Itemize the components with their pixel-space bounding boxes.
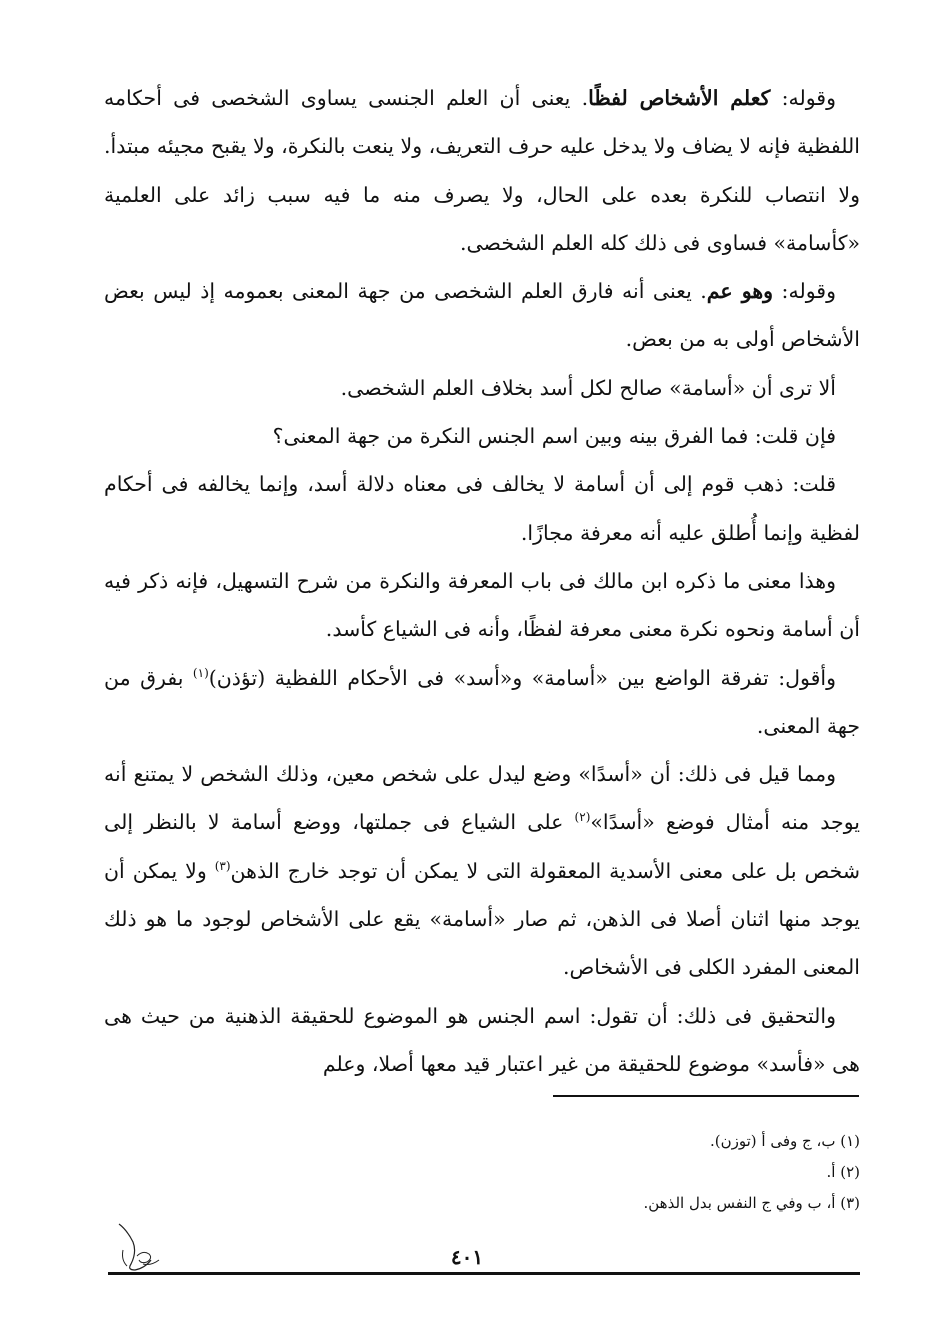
paragraph-8 [104, 750, 860, 991]
paragraph-text: ولا يمكن أن يوجد منها اثنان أصلا فى الذهن، ثم صار «أسامة» يقع على الأشخاص لوجود ما هو ذلك المعنى المفرد الكلى فى الأشخاص. [104, 858, 860, 980]
footnotes [300, 1126, 860, 1219]
paragraph-lead: وقوله: [770, 86, 837, 110]
paragraph-6: وهذا معنى ما ذكره ابن مالك فى باب المعرفة والنكرة من شرح التسهيل، فإنه ذكر فيه أن أسامة ونحوه نكرة معنى معرفة لفظًا، وأنه فى الشياع كأسد. [104, 568, 860, 642]
footnote-3: (٣) أ، ب وفي ج النفس بدل الذهن. [643, 1194, 860, 1212]
paragraph-lead: وقوله: [773, 279, 836, 304]
footnote-2: (٢) أ. [826, 1163, 860, 1181]
footnote-separator [553, 1095, 859, 1097]
paragraph-3: ألا ترى أن «أسامة» صالح لكل أسد بخلاف العلم الشخصى. [340, 375, 836, 400]
paragraph-text: . يعنى أنه فارق العلم الشخصى من جهة المعنى بعمومه إذ ليس بعض الأشخاص أولى به من بعض. [104, 279, 860, 352]
paragraph-9: والتحقيق فى ذلك: أن تقول: اسم الجنس هو الموضوع للحقيقة الذهنية من حيث هى هى «فأسد» موضوع للحقيقة من غير اعتبار قيد معها أصلا، وعلم [104, 1003, 860, 1076]
paragraph-text: وأقول: تفرقة الواضع بين «أسامة» و«أسد» فى الأحكام اللفظية (تؤذن) [208, 665, 836, 690]
page-number: ٤٠١ [450, 1245, 484, 1269]
quoted-term: كعلم الأشخاص لفظًا [588, 86, 771, 110]
paragraph-4: فإن قلت: فما الفرق بينه وبين اسم الجنس النكرة من جهة المعنى؟ [272, 424, 836, 449]
footnote-ref-3: (٣) [214, 858, 231, 873]
paragraph-7 [104, 654, 860, 751]
bottom-rule [108, 1272, 860, 1275]
paragraph-2 [104, 267, 860, 364]
paragraph-text: . يعنى أن العلم الجنسى يساوى الشخصى فى أحكامه اللفظية فإنه لا يضاف ولا يدخل عليه حرف التعريف، ولا ينعت بالنكرة، ولا يقبح مجيئه مبتدأ. ولا انتصاب للنكرة بعده على الحال، ولا يصرف منه ما فيه سبب زائد على العلمية «كأسامة» فساوى فى ذلك كله العلم الشخصى. [104, 86, 860, 255]
quoted-term: وهو عم [706, 279, 774, 304]
scroll-ornament-icon [113, 1220, 165, 1272]
paragraph-5: قلت: ذهب قوم إلى أن أسامة لا يخالف فى معناه دلالة أسد، وإنما يخالفه فى أحكام لفظية وإنما أُطلق عليه أنه معرفة مجازًا. [104, 472, 860, 545]
paragraph-text: بفرق من جهة المعنى. [104, 665, 860, 738]
paragraph-text: على الشياع فى جملتها، ووضع أسامة لا بالنظر إلى شخص بل على معنى الأسدية المعقولة التى لا يمكن أن توجد خارج الذهن [104, 810, 861, 883]
paragraph-text: ومما قيل فى ذلك: أن «أسدًا» وضع ليدل على شخص معين، وذلك الشخص لا يمتنع أنه يوجد منه أمثال فوضع «أسدًا» [104, 762, 861, 835]
footnote-1: (١) ب، ج وفى أ (توزن). [710, 1132, 860, 1150]
footnote-ref-2: (٢) [574, 810, 591, 825]
footnote-ref-1: (١) [192, 665, 209, 680]
paragraph-1 [104, 74, 860, 267]
main-text [104, 74, 860, 1088]
